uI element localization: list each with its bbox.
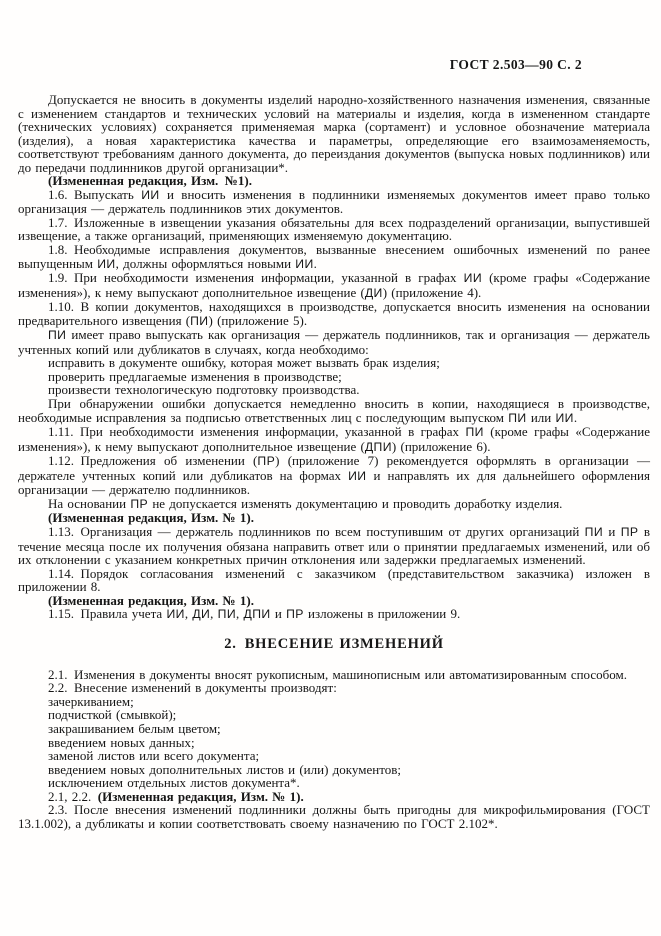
- paragraph: 1.12. Предложения об изменении (ПР) (приложение 7) рекомендуется оформлять в организации — держателе учтенных копий или дубликатов на формах ИИ и направлять их для дальнейшего оформления организации — держателю подлинников.: [18, 453, 650, 498]
- list-line: исключением отдельных листов документа*.: [48, 775, 300, 791]
- document-body: [18, 93, 650, 830]
- abbreviation: ДИ: [364, 285, 383, 300]
- abbreviation: ПИ: [465, 425, 484, 440]
- section-heading: 2. ВНЕСЕНИЕ ИЗМЕНЕНИЙ: [224, 635, 444, 652]
- abbreviation: ИИ: [463, 271, 483, 286]
- list-line: зачеркиванием;: [48, 693, 134, 709]
- paragraph: 2.2. Внесение изменений в документы производят:: [48, 680, 337, 696]
- list-line: введением новых дополнительных листов и (или) документов;: [48, 761, 401, 777]
- abbreviation: ИИ: [166, 607, 185, 622]
- paragraph: 1.13. Организация — держатель подлинников по всем поступившим от других организаций ПИ и ПР в течение месяца после их получения обязана направить ответ или о принятии предлагаемых изменений, или об их отклонении с указанием конкретных причин отклонения или задержки предлагаемых изменений.: [18, 523, 650, 568]
- paragraph: 1.6. Выпускать ИИ и вносить изменения в подлинники изменяемых документов имеет право только организация — держатель подлинников этих документов.: [18, 186, 650, 217]
- abbreviation: ИИ: [555, 410, 574, 425]
- abbreviation: ДПИ: [243, 607, 271, 622]
- paragraph: Допускается не вносить в документы изделий народно-хозяйственного назначения изменения, связанные с изменением стандартов и технических условий на материалы и изделия, когда в измененном стандарте (технических условиях) сохраняется применяемая марка (сортамент) и условное обозначение материала (изделия), а новая характеристика качества и параметры, определяющие его взаимозаменяемость, соответствуют требованиям данного документа, до переиздания документов (выпуска новых подлинников) или до передачи подлинников другой организации*.: [18, 92, 650, 175]
- abbreviation: ДПИ: [364, 439, 392, 454]
- paragraph: 1.15. Правила учета ИИ, ДИ, ПИ, ДПИ и ПР изложены в приложении 9.: [48, 606, 461, 622]
- paragraph: ПИ имеет право выпускать как организация — держатель подлинников, так и организация — держатель учтенных копий или дубликатов в случаях, когда необходимо:: [18, 327, 650, 357]
- paragraph: 2.1, 2.2. (Измененная редакция, Изм. № 1).: [48, 788, 304, 804]
- abbreviation: ИИ: [295, 256, 314, 271]
- abbreviation: ПИ: [217, 607, 237, 622]
- abbreviation: ПР: [620, 524, 639, 539]
- paragraph: 1.9. При необходимости изменения информации, указанной в графах ИИ (кроме графы «Содержание изменения»), к нему выпускают дополнительное извещение (ДИ) (приложение 4).: [18, 270, 650, 300]
- abbreviation: ПИ: [584, 524, 604, 539]
- page-header-standard-number: ГОСТ 2.503—90 С. 2: [449, 57, 582, 72]
- list-line: введением новых данных;: [48, 734, 195, 750]
- paragraph: При обнаружении ошибки допускается немедленно вносить в копии, находящиеся в производстве, необходимые исправления за подписью ответственных лиц с последующим выпуском ПИ или ИИ.: [18, 396, 650, 425]
- abbreviation: ИИ: [348, 468, 367, 483]
- paragraph: 2.1. Изменения в документы вносят рукописным, машинописным или автоматизированным способом.: [48, 666, 627, 682]
- list-line: произвести технологическую подготовку производства.: [48, 382, 360, 398]
- abbreviation: ИИ: [141, 187, 160, 202]
- abbreviation: ДИ: [192, 607, 211, 622]
- abbreviation: ПР: [286, 607, 304, 622]
- abbreviation: ПИ: [190, 313, 209, 328]
- paragraph: 1.11. При необходимости изменения информации, указанной в графах ПИ (кроме графы «Содержание изменения»), к нему выпускают дополнительное извещение (ДПИ) (приложение 6).: [18, 424, 650, 454]
- paragraph: 1.14. Порядок согласования изменений с заказчиком (представительством заказчика) изложен в приложении 8.: [18, 565, 650, 595]
- paragraph: 1.7. Изложенные в извещении указания обязательны для всех подразделений организации, выпустившей извещение, а также организаций, применяющих изменяемую документацию.: [18, 214, 650, 244]
- list-line: подчисткой (смывкой);: [48, 707, 177, 723]
- paragraph: (Измененная редакция, Изм. № 1).: [48, 592, 254, 608]
- list-line: исправить в документе ошибку, которая может вызвать брак изделия;: [48, 355, 440, 371]
- paragraph: На основании ПР не допускается изменять документацию и проводить доработку изделия.: [48, 495, 563, 511]
- paragraph: 2.3. После внесения изменений подлинники должны быть пригодны для микрофильмирования (ГОСТ 13.1.002), а дубликаты и копии соответствовать своему назначению по ГОСТ 2.102*.: [18, 802, 650, 831]
- paragraph: 1.10. В копии документов, находящихся в производстве, допускается вносить изменения на основании предварительного извещения (ПИ) (приложение 5).: [18, 299, 650, 328]
- paragraph: (Измененная редакция, Изм. №1).: [48, 173, 252, 189]
- abbreviation: ПИ: [508, 410, 527, 425]
- list-line: проверить предлагаемые изменения в производстве;: [48, 368, 342, 384]
- abbreviation: ИИ: [97, 256, 116, 271]
- list-line: закрашиванием белым цветом;: [48, 720, 221, 736]
- abbreviation: ПИ: [48, 328, 67, 343]
- abbreviation: ПР: [257, 454, 276, 469]
- paragraph: 1.8. Необходимые исправления документов, вызванные внесением ошибочных изменений по ранее выпущенным ИИ, должны оформляться новыми ИИ.: [18, 242, 650, 271]
- list-line: заменой листов или всего документа;: [48, 748, 260, 764]
- paragraph: (Измененная редакция, Изм. № 1).: [48, 510, 254, 526]
- abbreviation: ПР: [130, 496, 149, 511]
